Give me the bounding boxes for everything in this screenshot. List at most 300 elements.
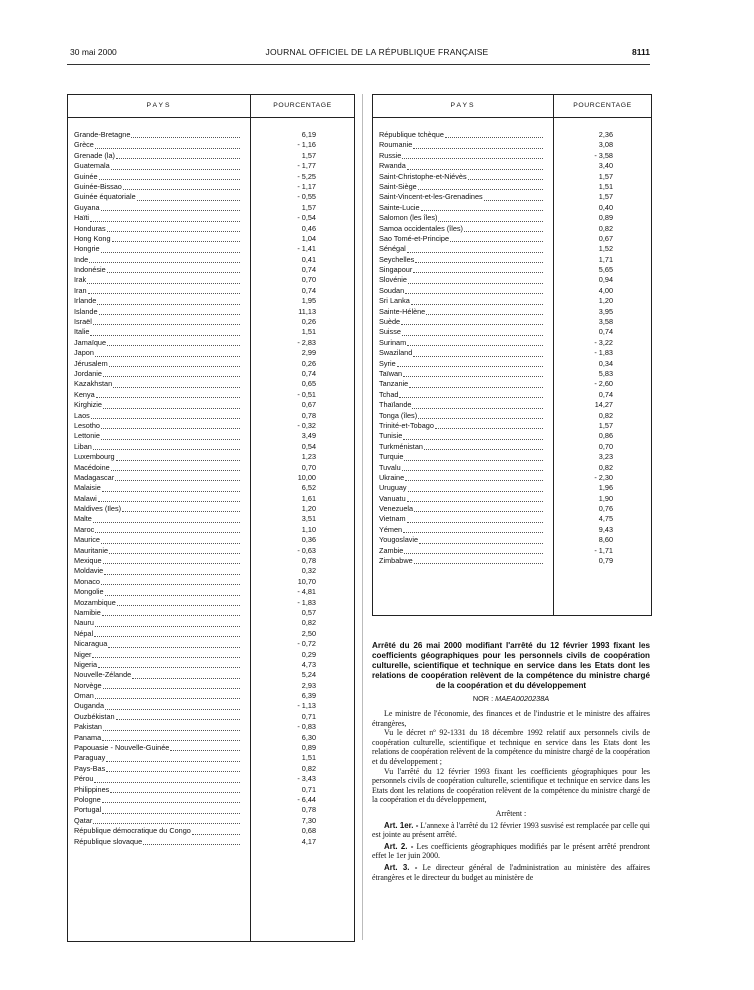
country-name: Roumanie xyxy=(379,140,413,150)
country-name: Guinée équatoriale xyxy=(74,192,136,202)
percentage-value: 4,00 xyxy=(598,285,613,295)
table-row xyxy=(373,359,651,369)
percentage-value: 0,54 xyxy=(301,441,316,451)
table-row xyxy=(68,566,354,576)
percentage-value: 0,78 xyxy=(301,805,316,815)
country-name: Laos xyxy=(74,410,90,420)
country-name: Saint-Vincent-et-les-Grenadines xyxy=(379,192,483,202)
table-row xyxy=(373,307,651,317)
dot-leader xyxy=(424,449,543,450)
article-1-text: L'annexe à l'arrêté du 12 février 1993 susvisé est remplacée par celle qui est jointe au présent arrêté. xyxy=(372,820,650,840)
percentage-value: 0,26 xyxy=(301,317,316,327)
dot-leader xyxy=(116,719,240,720)
percentage-value: 4,17 xyxy=(301,836,316,846)
table-row xyxy=(68,650,354,660)
table-row xyxy=(68,224,354,234)
percentage-value: 1,51 xyxy=(301,327,316,337)
country-name: Vanuatu xyxy=(379,493,406,503)
table-row xyxy=(68,764,354,774)
dot-leader xyxy=(412,408,543,409)
dot-leader xyxy=(402,470,543,471)
country-name: République démocratique du Congo xyxy=(74,826,191,836)
table-row xyxy=(68,753,354,763)
country-name: Tonga (îles) xyxy=(379,410,418,420)
dot-leader xyxy=(123,189,240,190)
dot-leader xyxy=(401,324,543,325)
percentage-value: 1,51 xyxy=(301,753,316,763)
table-row xyxy=(68,670,354,680)
percentage-value: 3,58 xyxy=(598,317,613,327)
table-row xyxy=(373,327,651,337)
table-body-right xyxy=(373,130,651,566)
paragraph-arrete-1993: Vu l'arrêté du 12 février 1993 fixant les coefficients géographiques pour les personnels civils de coopération culturelle, scientifique et technique en service dans les Etats dont les relations de coopération relèvent de la compétence du ministre chargé de la coopération et du développement, xyxy=(372,766,650,805)
percentage-value: 0,65 xyxy=(301,379,316,389)
percentage-value: 1,71 xyxy=(598,254,613,264)
percentage-value: 6,30 xyxy=(301,732,316,742)
percentage-value: 1,57 xyxy=(301,202,316,212)
table-row xyxy=(373,296,651,306)
dot-leader xyxy=(99,314,240,315)
country-name: Soudan xyxy=(379,285,405,295)
country-name: Sainte-Hélène xyxy=(379,306,426,316)
percentage-value: 1,10 xyxy=(301,524,316,534)
country-name: Qatar xyxy=(74,815,93,825)
country-name: Zimbabwe xyxy=(379,556,413,566)
dot-leader xyxy=(101,252,240,253)
country-name: Ukraine xyxy=(379,472,405,482)
percentage-value: 2,93 xyxy=(301,680,316,690)
table-row xyxy=(68,348,354,358)
paragraph-ministers: Le ministre de l'économie, des finances et de l'industrie et le ministre des affaires étrangères, xyxy=(372,709,650,728)
table-row xyxy=(68,130,354,140)
dot-leader xyxy=(403,439,543,440)
table-row xyxy=(68,587,354,597)
country-name: Turquie xyxy=(379,452,404,462)
table-row xyxy=(373,483,651,493)
nor-label: NOR : xyxy=(472,694,494,703)
table-row xyxy=(373,130,651,140)
table-row xyxy=(373,255,651,265)
table-row xyxy=(68,556,354,566)
dot-leader xyxy=(421,210,543,211)
country-name: Samoa occidentales (îles) xyxy=(379,223,463,233)
table-row xyxy=(373,203,651,213)
country-name: Syrie xyxy=(379,358,396,368)
table-row xyxy=(68,431,354,441)
country-name: Tunisie xyxy=(379,431,403,441)
dot-leader xyxy=(90,335,240,336)
table-row xyxy=(68,837,354,847)
table-row xyxy=(373,338,651,348)
country-name: Sainte-Lucie xyxy=(379,202,420,212)
country-name: Irlande xyxy=(74,296,97,306)
percentage-value: - 1,13 xyxy=(297,701,316,711)
country-name: Kazakhstan xyxy=(74,379,113,389)
country-name: Grenade (la) xyxy=(74,150,115,160)
dot-leader xyxy=(408,491,543,492)
percentage-value: 3,23 xyxy=(598,452,613,462)
coefficient-table-left xyxy=(67,94,355,942)
country-name: Yougoslavie xyxy=(379,535,419,545)
country-name: Lettonie xyxy=(74,431,100,441)
table-row xyxy=(373,514,651,524)
table-row xyxy=(68,411,354,421)
country-name: Vietnam xyxy=(379,514,406,524)
country-name: Jérusalem xyxy=(74,358,108,368)
dot-leader xyxy=(109,366,240,367)
article-2-label: Art. 2. - xyxy=(384,841,414,851)
dot-leader xyxy=(407,169,543,170)
table-row xyxy=(68,442,354,452)
dot-leader xyxy=(117,605,240,606)
dot-leader xyxy=(132,678,240,679)
dot-leader xyxy=(98,667,240,668)
percentage-value: 1,23 xyxy=(301,452,316,462)
dot-leader xyxy=(96,397,240,398)
percentage-value: 7,30 xyxy=(301,815,316,825)
table-row xyxy=(68,327,354,337)
country-name: Mozambique xyxy=(74,597,116,607)
header-rule xyxy=(67,64,650,65)
dot-leader xyxy=(111,470,240,471)
table-row xyxy=(373,535,651,545)
dot-leader xyxy=(103,563,240,564)
dot-leader xyxy=(101,428,240,429)
percentage-value: - 1,71 xyxy=(594,545,613,555)
table-row xyxy=(373,473,651,483)
table-row xyxy=(68,701,354,711)
dot-leader xyxy=(413,272,543,273)
dot-leader xyxy=(131,137,240,138)
table-row xyxy=(68,525,354,535)
table-row xyxy=(68,234,354,244)
country-name: Trinité-et-Tobago xyxy=(379,420,434,430)
percentage-value: 0,74 xyxy=(301,265,316,275)
table-row xyxy=(68,151,354,161)
percentage-value: 5,83 xyxy=(598,368,613,378)
percentage-value: 0,46 xyxy=(301,223,316,233)
dot-leader xyxy=(95,698,240,699)
percentage-value: 2,36 xyxy=(598,130,613,139)
percentage-value: - 0,51 xyxy=(297,389,316,399)
country-name: Pakistan xyxy=(74,722,102,732)
dot-leader xyxy=(405,293,543,294)
dot-leader xyxy=(402,335,543,336)
table-row xyxy=(68,338,354,348)
table-row xyxy=(373,192,651,202)
country-name: Mauritanie xyxy=(74,545,109,555)
country-name: Namibie xyxy=(74,607,101,617)
dot-leader xyxy=(170,750,240,751)
table-row xyxy=(373,504,651,514)
table-row xyxy=(373,463,651,473)
dot-leader xyxy=(91,418,240,419)
country-name: Seychelles xyxy=(379,254,415,264)
dot-leader xyxy=(93,823,240,824)
country-name: Lesotho xyxy=(74,420,100,430)
dot-leader xyxy=(404,460,543,461)
percentage-value: 0,89 xyxy=(598,213,613,223)
table-row xyxy=(373,244,651,254)
country-name: Paraguay xyxy=(74,753,106,763)
table-row xyxy=(68,712,354,722)
percentage-value: 4,73 xyxy=(301,659,316,669)
country-name: Islande xyxy=(74,306,98,316)
percentage-value: 1,04 xyxy=(301,233,316,243)
table-row xyxy=(68,452,354,462)
dot-leader xyxy=(94,636,240,637)
dot-leader xyxy=(99,179,240,180)
percentage-value: - 5,25 xyxy=(297,171,316,181)
country-name: Pays-Bas xyxy=(74,763,106,773)
dot-leader xyxy=(407,501,543,502)
percentage-value: 3,49 xyxy=(301,431,316,441)
table-row xyxy=(68,514,354,524)
table-row xyxy=(373,234,651,244)
dot-leader xyxy=(116,460,240,461)
percentage-value: 0,86 xyxy=(598,431,613,441)
table-row xyxy=(68,577,354,587)
dot-leader xyxy=(108,647,240,648)
dot-leader xyxy=(418,189,543,190)
percentage-value: 1,61 xyxy=(301,493,316,503)
percentage-value: 0,82 xyxy=(301,618,316,628)
dot-leader xyxy=(109,553,240,554)
country-name: Sao Tomé-et-Principe xyxy=(379,233,450,243)
table-row xyxy=(68,463,354,473)
table-row xyxy=(68,816,354,826)
page-number: 8111 xyxy=(632,47,650,57)
table-row xyxy=(373,172,651,182)
article-2 xyxy=(372,842,650,861)
table-row xyxy=(68,546,354,556)
dot-leader xyxy=(103,408,240,409)
dot-leader xyxy=(106,761,240,762)
percentage-value: 10,70 xyxy=(297,576,316,586)
country-name: Grèce xyxy=(74,140,94,150)
percentage-value: 0,57 xyxy=(301,607,316,617)
percentage-value: 1,57 xyxy=(598,192,613,202)
table-header xyxy=(373,95,651,118)
country-name: Philippines xyxy=(74,784,110,794)
country-name: Nicaragua xyxy=(74,639,108,649)
dot-leader xyxy=(101,439,240,440)
country-name: Guinée-Bissao xyxy=(74,181,122,191)
dot-leader xyxy=(115,480,240,481)
country-name: République slovaque xyxy=(74,836,143,846)
country-name: Irak xyxy=(74,275,87,285)
dot-leader xyxy=(92,657,240,658)
percentage-value: 0,74 xyxy=(301,368,316,378)
percentage-value: 0,78 xyxy=(301,410,316,420)
dot-leader xyxy=(107,345,240,346)
table-row xyxy=(68,307,354,317)
country-name: Moldavie xyxy=(74,566,104,576)
percentage-value: - 0,54 xyxy=(297,213,316,223)
dot-leader xyxy=(97,304,240,305)
country-name: Malte xyxy=(74,514,92,524)
percentage-value: 1,96 xyxy=(598,483,613,493)
table-row xyxy=(373,140,651,150)
percentage-value: 1,57 xyxy=(598,420,613,430)
dot-leader xyxy=(450,241,543,242)
country-name: Tanzanie xyxy=(379,379,409,389)
country-name: Liban xyxy=(74,441,92,451)
percentage-value: 0,68 xyxy=(301,826,316,836)
article-3-text: Le directeur général de l'administration au ministère des affaires étrangères et le directeur du budget au ministère de xyxy=(372,862,650,882)
table-row xyxy=(68,795,354,805)
percentage-value: 3,95 xyxy=(598,306,613,316)
dot-leader xyxy=(110,792,240,793)
table-row xyxy=(68,743,354,753)
table-row xyxy=(68,608,354,618)
percentage-value: - 1,41 xyxy=(297,244,316,254)
dot-leader xyxy=(397,366,543,367)
dot-leader xyxy=(103,688,240,689)
country-name: Yémen xyxy=(379,524,403,534)
country-name: Papouasie - Nouvelle-Guinée xyxy=(74,743,170,753)
table-row xyxy=(68,535,354,545)
country-name: Mongolie xyxy=(74,587,104,597)
percentage-value: 0,67 xyxy=(301,400,316,410)
dot-leader xyxy=(90,221,240,222)
percentage-value: - 1,83 xyxy=(594,348,613,358)
dot-leader xyxy=(93,324,240,325)
country-name: Saint-Siège xyxy=(379,181,417,191)
percentage-value: 8,60 xyxy=(598,535,613,545)
dot-leader xyxy=(409,387,543,388)
percentage-value: 3,40 xyxy=(598,161,613,171)
table-row xyxy=(373,317,651,327)
table-row xyxy=(68,805,354,815)
dot-leader xyxy=(143,844,240,845)
country-name: Guinée xyxy=(74,171,98,181)
percentage-value: 6,52 xyxy=(301,483,316,493)
percentage-value: 0,70 xyxy=(301,275,316,285)
dot-leader xyxy=(93,522,240,523)
country-name: Turkménistan xyxy=(379,441,423,451)
percentage-value: 0,32 xyxy=(301,566,316,576)
dot-leader xyxy=(89,262,240,263)
country-name: Suède xyxy=(379,317,401,327)
country-name: Norvège xyxy=(74,680,102,690)
percentage-value: 1,90 xyxy=(598,493,613,503)
country-name: Rwanda xyxy=(379,161,406,171)
percentage-value: 0,74 xyxy=(598,389,613,399)
percentage-value: 0,82 xyxy=(301,763,316,773)
table-row xyxy=(373,546,651,556)
table-row xyxy=(68,359,354,369)
country-name: Zambie xyxy=(379,545,404,555)
dot-leader xyxy=(103,376,240,377)
dot-leader xyxy=(102,802,240,803)
table-row xyxy=(373,452,651,462)
country-name: Maurice xyxy=(74,535,100,545)
dot-leader xyxy=(484,200,543,201)
table-row xyxy=(68,681,354,691)
percentage-value: - 1,83 xyxy=(297,597,316,607)
dot-leader xyxy=(403,376,543,377)
table-row xyxy=(68,733,354,743)
country-name: Uruguay xyxy=(379,483,407,493)
table-row xyxy=(373,556,651,566)
percentage-value: 4,75 xyxy=(598,514,613,524)
dot-leader xyxy=(104,574,240,575)
country-name: Macédoine xyxy=(74,462,110,472)
table-row xyxy=(68,774,354,784)
table-row xyxy=(373,369,651,379)
percentage-value: 0,78 xyxy=(301,556,316,566)
percentage-value: 10,00 xyxy=(297,472,316,482)
dot-leader xyxy=(87,283,240,284)
header-date: 30 mai 2000 xyxy=(70,47,117,57)
dot-leader xyxy=(445,137,543,138)
table-row xyxy=(373,151,651,161)
country-name: Panama xyxy=(74,732,102,742)
percentage-value: 0,79 xyxy=(598,556,613,566)
country-name: Malaisie xyxy=(74,483,101,493)
percentage-value: 6,19 xyxy=(301,130,316,139)
dot-leader xyxy=(98,501,240,502)
country-name: Haïti xyxy=(74,213,90,223)
percentage-value: - 2,83 xyxy=(297,337,316,347)
percentage-value: - 3,22 xyxy=(594,337,613,347)
table-row xyxy=(68,192,354,202)
percentage-value: 6,39 xyxy=(301,691,316,701)
table-row xyxy=(373,379,651,389)
country-name: Monaco xyxy=(74,576,100,586)
table-row xyxy=(68,629,354,639)
percentage-value: 0,71 xyxy=(301,784,316,794)
table-row xyxy=(68,203,354,213)
dot-leader xyxy=(105,709,240,710)
country-name: Honduras xyxy=(74,223,106,233)
dot-leader xyxy=(438,221,543,222)
percentage-value: 0,82 xyxy=(598,462,613,472)
table-row xyxy=(68,504,354,514)
paragraph-decret: Vu le décret nº 92-1331 du 18 décembre 1992 relatif aux personnels civils de coopération culturelle, scientifique et technique en service dans les Etats dont les relations de coopération relèvent de la compétence du ministre chargé de la coopération et du développement ; xyxy=(372,728,650,766)
dot-leader xyxy=(94,782,240,783)
country-name: Pérou xyxy=(74,774,94,784)
percentage-value: 0,82 xyxy=(598,223,613,233)
dot-leader xyxy=(122,511,240,512)
percentage-value: - 6,44 xyxy=(297,795,316,804)
arrete-section xyxy=(372,641,650,882)
table-row xyxy=(373,213,651,223)
percentage-value: - 2,30 xyxy=(594,472,613,482)
country-name: Hongrie xyxy=(74,244,100,254)
country-name: Jordanie xyxy=(74,368,102,378)
percentage-value: 1,95 xyxy=(301,296,316,306)
country-name: Israël xyxy=(74,317,92,327)
percentage-value: - 3,43 xyxy=(297,774,316,784)
dot-leader xyxy=(95,532,240,533)
country-name: Portugal xyxy=(74,805,102,815)
country-name: Iran xyxy=(74,285,87,295)
table-row xyxy=(373,275,651,285)
country-name: Kenya xyxy=(74,389,95,399)
country-name: Nigeria xyxy=(74,659,98,669)
dot-leader xyxy=(411,304,543,305)
table-row xyxy=(68,660,354,670)
dot-leader xyxy=(464,231,543,232)
table-row xyxy=(68,722,354,732)
percentage-value: - 1,17 xyxy=(297,181,316,191)
percentage-value: 1,57 xyxy=(598,171,613,181)
nor-code: MAEA0020238A xyxy=(495,694,550,703)
country-name: Russie xyxy=(379,150,402,160)
table-row xyxy=(373,431,651,441)
